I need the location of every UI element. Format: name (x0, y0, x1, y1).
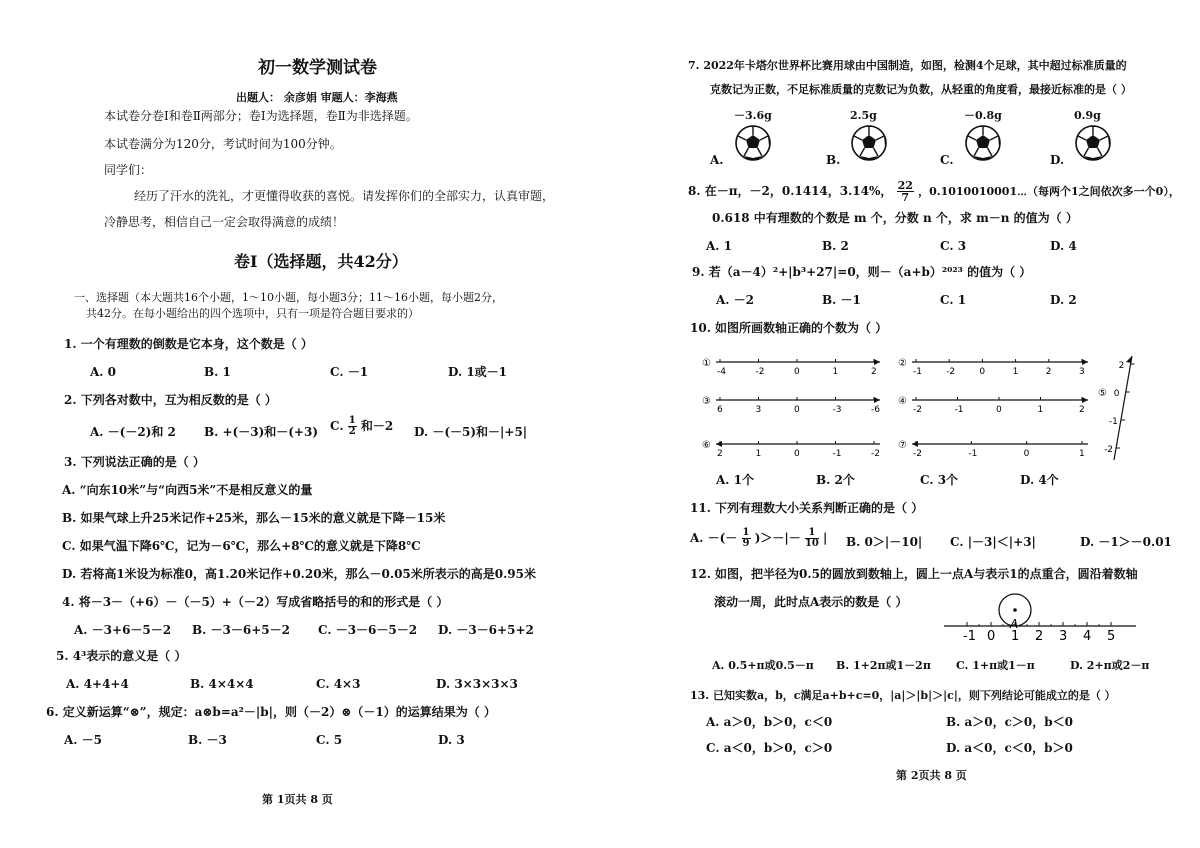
number-line-label: ② (898, 358, 907, 369)
number-line-tick-label: -1 (913, 367, 922, 377)
intro-line-2: 本试卷满分为120分，考试时间为100分钟。 (104, 137, 342, 151)
q13-option-b: B. a＞0，c＞0，b＜0 (946, 715, 1074, 729)
intro-line-1: 本试卷分卷Ⅰ和卷Ⅱ两部分；卷Ⅰ为选择题，卷Ⅱ为非选择题。 (104, 109, 418, 123)
number-line-tick-label: 1 (755, 449, 762, 459)
q10-option-a: A. 1个 (716, 473, 755, 487)
q12-option-c: C. 1+π或1－π (956, 659, 1035, 672)
question-7-line-2: 克数记为正数，不足标准质量的克数记为负数，从轻重的角度看，最接近标准的是（ ） (710, 83, 1132, 96)
q8-fraction (897, 180, 914, 203)
number-line-tick-label: 2 (717, 449, 723, 459)
question-6: 6. 定义新运算“⊗”，规定：a⊗b=a²－|b|，则（－2）⊗（－1）的运算结果为（ ） (46, 705, 496, 719)
q7-ball-option-label: D. (1050, 153, 1065, 167)
number-line-tick-label: -2 (1104, 445, 1114, 455)
q13-option-a: A. a＞0，b＞0，c＜0 (706, 715, 833, 729)
q12-tick-label: 0 (987, 629, 996, 644)
q13-option-c: C. a＜0，b＞0，c＞0 (706, 741, 833, 755)
q1-option-b: B. 1 (204, 365, 231, 379)
arrow-left-icon (716, 441, 722, 447)
question-8-line-2: 0.618 中有理数的个数是 m 个，分数 n 个，求 m－n 的值为（ ） (712, 211, 1078, 225)
number-line-tick-label: -1 (968, 449, 978, 459)
q12-circle-figure (940, 586, 1140, 646)
q12-point-a-label: A (1010, 617, 1019, 631)
number-line-tick-label: 1 (1037, 405, 1044, 415)
soccer-ball-icon (964, 124, 1002, 166)
q12-option-a: A. 0.5+π或0.5－π (712, 659, 814, 672)
arrow-left-icon (912, 441, 918, 447)
question-10: 10. 如图所画数轴正确的个数为（ ） (690, 321, 888, 335)
q13-option-d: D. a＜0，c＜0，b＞0 (946, 741, 1073, 755)
q9-option-a: A. －2 (716, 293, 755, 307)
q11a-middle: )＞－|－ (754, 531, 801, 545)
q12-tick-label: 5 (1107, 629, 1116, 644)
q11-option-a (690, 528, 827, 549)
q7-ball-mass: －0.8g (964, 109, 1002, 122)
number-line-tick-label: -2 (755, 367, 765, 377)
soccer-ball-icon (850, 124, 888, 166)
q7-ball-option-label: C. (940, 153, 954, 167)
number-line-tick-label: -6 (871, 405, 880, 415)
q2c-denominator: 2 (348, 426, 356, 437)
question-12-line-1: 12. 如图，把半径为0.5的圆放到数轴上，圆上一点A与表示1的点重合，圆沿着数轴 (690, 567, 1138, 581)
instructions-line-2: 共42分。在每小题给出的四个选项中，只有一项是符合题目要求的） (86, 307, 419, 320)
number-line-tick-label: -1 (832, 449, 842, 459)
number-line-label: ⑦ (898, 440, 907, 451)
number-line-tick-label: 3 (755, 405, 762, 415)
q9-option-b: B. －1 (822, 293, 861, 307)
number-line-tick-label: -3 (832, 405, 842, 415)
q6-option-c: C. 5 (316, 733, 343, 747)
q2-option-c (330, 416, 393, 437)
number-line-tick-label: -2 (913, 405, 922, 415)
q12-option-d: D. 2+π或2－π (1070, 659, 1150, 672)
number-line-tick-label: 0 (996, 405, 1002, 415)
q4-option-a: A. －3+6－5－2 (74, 623, 172, 637)
q12-tick-label: 1 (1011, 629, 1020, 644)
q11a-numerator-1: 1 (742, 527, 750, 538)
number-line-label: ⑤ (1098, 388, 1107, 399)
number-line-label: ① (702, 358, 711, 369)
exam-title: 初一数学测试卷 (258, 58, 377, 78)
question-1: 1. 一个有理数的倒数是它本身，这个数是（ ） (64, 337, 313, 351)
number-line-tick-label: -1 (1108, 417, 1118, 427)
q1-option-a: A. 0 (90, 365, 117, 379)
number-line-tick-label: 1 (1079, 449, 1085, 459)
q8-option-b: B. 2 (822, 239, 849, 253)
q11a-numerator-2: 1 (805, 528, 819, 539)
number-line-tick-label: 2 (871, 367, 877, 377)
intro-line-4: 经历了汗水的洗礼，才更懂得收获的喜悦。请发挥你们的全部实力，认真审题， (134, 189, 555, 203)
q5-option-a: A. 4+4+4 (66, 677, 129, 691)
soccer-ball-icon (734, 124, 772, 166)
q9-option-d: D. 2 (1050, 293, 1077, 307)
number-line-label: ⑥ (702, 440, 711, 451)
q6-option-a: A. －5 (64, 733, 103, 747)
q1-option-d: D. 1或－1 (448, 365, 508, 379)
number-line-tick-label: 2 (1079, 405, 1085, 415)
q11a-fraction-2 (805, 528, 819, 549)
q6-option-d: D. 3 (438, 733, 465, 747)
number-line-tick-label: -2 (946, 367, 956, 377)
number-line-tick-label: 0 (794, 405, 800, 415)
arrow-right-icon (1082, 359, 1088, 365)
q2-option-b: B. +(－3)和－(+3) (204, 425, 319, 439)
section-title: 卷Ⅰ（选择题，共42分） (234, 252, 408, 271)
number-line-tick-label: 0 (794, 367, 800, 377)
q8-denominator: 7 (901, 191, 910, 204)
q7-ball-mass: 0.9g (1074, 109, 1101, 122)
q4-option-b: B. －3－6+5－2 (192, 623, 290, 637)
q12-tick-label: 3 (1059, 629, 1068, 644)
q10-option-b: B. 2个 (816, 473, 855, 487)
number-line-tick-label: -1 (954, 405, 964, 415)
question-3: 3. 下列说法正确的是（ ） (64, 455, 205, 469)
circle-center-dot (1013, 608, 1017, 612)
question-12-line-2: 滚动一周，此时点A表示的数是（ ） (714, 595, 908, 609)
q11a-prefix: A. －(－ (690, 531, 738, 545)
q5-option-c: C. 4×3 (316, 677, 361, 691)
q2-option-a: A. －(－2)和 2 (90, 425, 176, 439)
question-2: 2. 下列各对数中，互为相反数的是（ ） (64, 393, 277, 407)
q1-option-c: C. －1 (330, 365, 369, 379)
q11-option-b: B. 0＞|－10| (846, 535, 923, 549)
intro-line-3: 同学们： (104, 163, 153, 177)
q11a-fraction-1 (742, 528, 751, 549)
q4-option-c: C. －3－6－5－2 (318, 623, 418, 637)
q11a-denominator-2: 10 (804, 538, 819, 549)
q7-ball-option-label: B. (826, 153, 841, 167)
q8-option-d: D. 4 (1050, 239, 1077, 253)
q9-option-c: C. 1 (940, 293, 967, 307)
q2-option-d: D. －(－5)和－|+5| (414, 425, 528, 439)
question-4: 4. 将－3－（+6）－（－5）+（－2）写成省略括号的和的形式是（ ） (62, 595, 449, 609)
q8-prefix: 8. 在－π，－2，0.1414，3.14%， (688, 184, 893, 198)
q5-option-d: D. 3×3×3×3 (436, 677, 518, 691)
question-11: 11. 下列有理数大小关系判断正确的是（ ） (690, 501, 924, 515)
question-5: 5. 4³表示的意义是（ ） (56, 649, 187, 663)
number-line-axis (1114, 356, 1132, 460)
q2c-suffix: 和－2 (360, 419, 394, 433)
setters-line: 出题人： 余彦娟 审题人：李海燕 (236, 91, 398, 104)
question-7-line-1: 7. 2022年卡塔尔世界杯比赛用球由中国制造，如图，检测4个足球，其中超过标准质量的 (688, 59, 1127, 72)
arrow-right-icon (874, 397, 880, 403)
q3-option-c: C. 如果气温下降6℃，记为－6℃，那么+8℃的意义就是下降8℃ (62, 539, 421, 553)
arrow-right-icon (874, 359, 880, 365)
q8-option-a: A. 1 (706, 239, 733, 253)
q7-ball-option-label: A. (710, 153, 724, 167)
intro-line-5: 冷静思考，相信自己一定会取得满意的成绩！ (104, 215, 345, 229)
number-line-tick-label: 2 (1045, 367, 1052, 377)
q2c-fraction (348, 416, 357, 437)
number-line-tick-label: -2 (871, 449, 880, 459)
question-9: 9. 若（a－4）²+|b³+27|=0，则－（a+b）²⁰²³ 的值为（ ） (692, 265, 1032, 279)
q11-option-d: D. －1＞－0.01 (1080, 535, 1172, 549)
q12-tick-label: -1 (963, 629, 976, 644)
q10-number-lines-figure (700, 348, 1160, 472)
number-line-tick-label: 1 (832, 367, 839, 377)
q2c-prefix: C. (330, 419, 344, 433)
q3-option-a: A. “向东10米”与“向西5米”不是相反意义的量 (62, 483, 313, 497)
number-line-tick-label: -2 (913, 449, 922, 459)
number-line-tick-label: 6 (717, 405, 723, 415)
page-2-footer: 第 2页共 8 页 (896, 769, 967, 782)
instructions-line-1: 一、选择题（本大题共16个小题，1～10小题，每小题3分；11～16小题，每小题2分， (74, 291, 503, 304)
q3-option-d: D. 若将高1米设为标准0，高1.20米记作+0.20米，那么－0.05米所表示的高是0.95米 (62, 567, 536, 581)
q12-tick-label: 2 (1035, 629, 1044, 644)
number-line-tick-label: -4 (717, 367, 726, 377)
q6-option-b: B. －3 (188, 733, 227, 747)
number-line-tick-label: 1 (1012, 367, 1019, 377)
question-8-line-1 (688, 180, 1180, 203)
number-line-label: ④ (898, 396, 907, 407)
q12-option-b: B. 1+2π或1－2π (836, 659, 931, 672)
q8-option-c: C. 3 (940, 239, 967, 253)
number-line-tick-label: 2 (1118, 361, 1125, 371)
number-line-tick-label: 0 (979, 367, 986, 377)
question-13: 13. 已知实数a，b，c满足a+b+c=0，|a|＞|b|＞|c|，则下列结论可能成立的是（ ） (690, 689, 1116, 702)
number-line-label: ③ (702, 396, 711, 407)
q7-ball-mass: －3.6g (734, 109, 772, 122)
q2c-numerator: 1 (348, 415, 356, 426)
q7-ball-mass: 2.5g (850, 109, 877, 122)
q8-numerator: 22 (897, 179, 913, 192)
page-2 (600, 0, 1200, 848)
number-line-tick-label: 0 (794, 449, 800, 459)
arrow-right-icon (1082, 397, 1088, 403)
soccer-ball-icon (1074, 124, 1112, 166)
number-line-tick-label: 0 (1023, 449, 1030, 459)
q12-tick-label: 4 (1083, 629, 1092, 644)
page-1-footer: 第 1页共 8 页 (262, 793, 333, 806)
number-line-tick-label: 0 (1113, 389, 1120, 399)
q11a-denominator-1: 9 (742, 538, 750, 549)
q5-option-b: B. 4×4×4 (190, 677, 254, 691)
q4-option-d: D. －3－6+5+2 (438, 623, 534, 637)
q10-option-c: C. 3个 (920, 473, 959, 487)
q11-option-c: C. |－3|＜|+3| (950, 535, 1036, 549)
q3-option-b: B. 如果气球上升25米记作+25米，那么－15米的意义就是下降－15米 (62, 511, 446, 525)
q8-suffix: ，0.1010010001⋯（每两个1之间依次多一个0）， (918, 185, 1180, 198)
number-line-tick-label: 3 (1079, 367, 1085, 377)
arrow-up-icon (1126, 356, 1132, 363)
q10-option-d: D. 4个 (1020, 473, 1059, 487)
q11a-suffix: | (823, 531, 828, 545)
